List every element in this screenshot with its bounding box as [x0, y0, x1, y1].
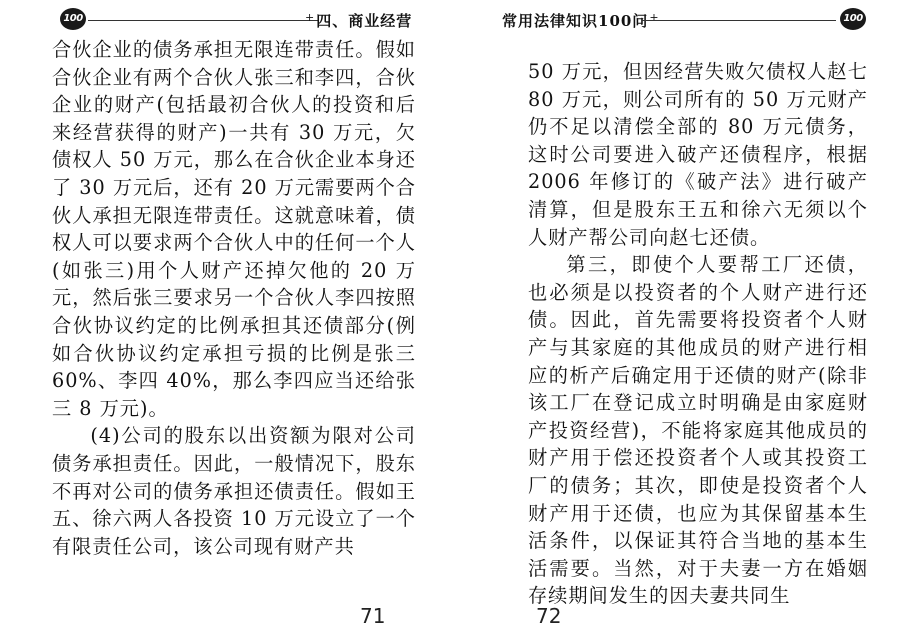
series-logo-icon: 100: [840, 8, 866, 30]
page-number: 72: [536, 604, 562, 628]
series-logo-icon: 100: [60, 8, 86, 30]
paragraph: (4)公司的股东以出资额为限对公司债务承担责任。因此，一般情况下，股东不再对公司的债务承担还债责任。假如王五、徐六两人各投资 10 万元设立了一个有限责任公司，该公司现有财产共: [52, 424, 416, 558]
page-number: 71: [360, 604, 386, 628]
book-title-text: 常用法律知识100问: [502, 12, 649, 30]
header-rule: [642, 20, 836, 21]
right-page-header: [502, 8, 866, 34]
left-body-text: [52, 36, 416, 560]
left-page-header: [60, 8, 420, 34]
paragraph: 合伙企业的债务承担无限连带责任。假如合伙企业有两个合伙人张三和李四，合伙企业的财产(包括最初合伙人的投资和后来经营获得的财产)一共有 30 万元，欠债权人 50 万元，那么在合伙企业本身还了 30 万元后，还有 20 万元需要两个合伙人承担无限连带责任。这就意味着，债权人可以要求两个合伙人中的任何一个人(如张三)用个人财产还掉欠他的 20 万元，然后张三要求另一个合伙人李四按照合伙协议约定的比例承担其还债部分(例如合伙协议约定承担亏损的比例是张三 60%、李四 40%，那么李四应当还给张三 8 万元)。: [52, 38, 416, 420]
plus-ornament: +: [305, 11, 316, 24]
right-body-text: [528, 58, 868, 610]
section-title: [304, 10, 412, 31]
right-page: [462, 0, 924, 640]
section-title-text: 四、商业经营: [316, 12, 413, 30]
plus-ornament: +: [649, 11, 660, 24]
paragraph: 第三，即使个人要帮工厂还债，也必须是以投资者的个人财产进行还债。因此，首先需要将投资者个人财产与其家庭的其他成员的财产进行相应的析产后确定用于还债的财产(除非该工厂在登记成立时明确是由家庭财产投资经营)，不能将家庭其他成员的财产用于偿还投资者个人或其投资工厂的债务；其次，即使是投资者个人财产用于还债，也应为其保留基本生活条件，以保证其符合当地的基本生活需要。当然，对于夫妻一方在婚姻存续期间发生的因夫妻共同生: [528, 253, 868, 608]
paragraph: 50 万元，但因经营失败欠债权人赵七 80 万元，则公司所有的 50 万元财产仍不足以清偿全部的 80 万元债务，这时公司要进入破产还债程序，根据 2006 年修订的《破产法》进行破产清算，但是股东王五和徐六无须以个人财产帮公司向赵七还债。: [528, 60, 868, 249]
header-rule: [88, 20, 318, 21]
book-title: [502, 10, 661, 31]
